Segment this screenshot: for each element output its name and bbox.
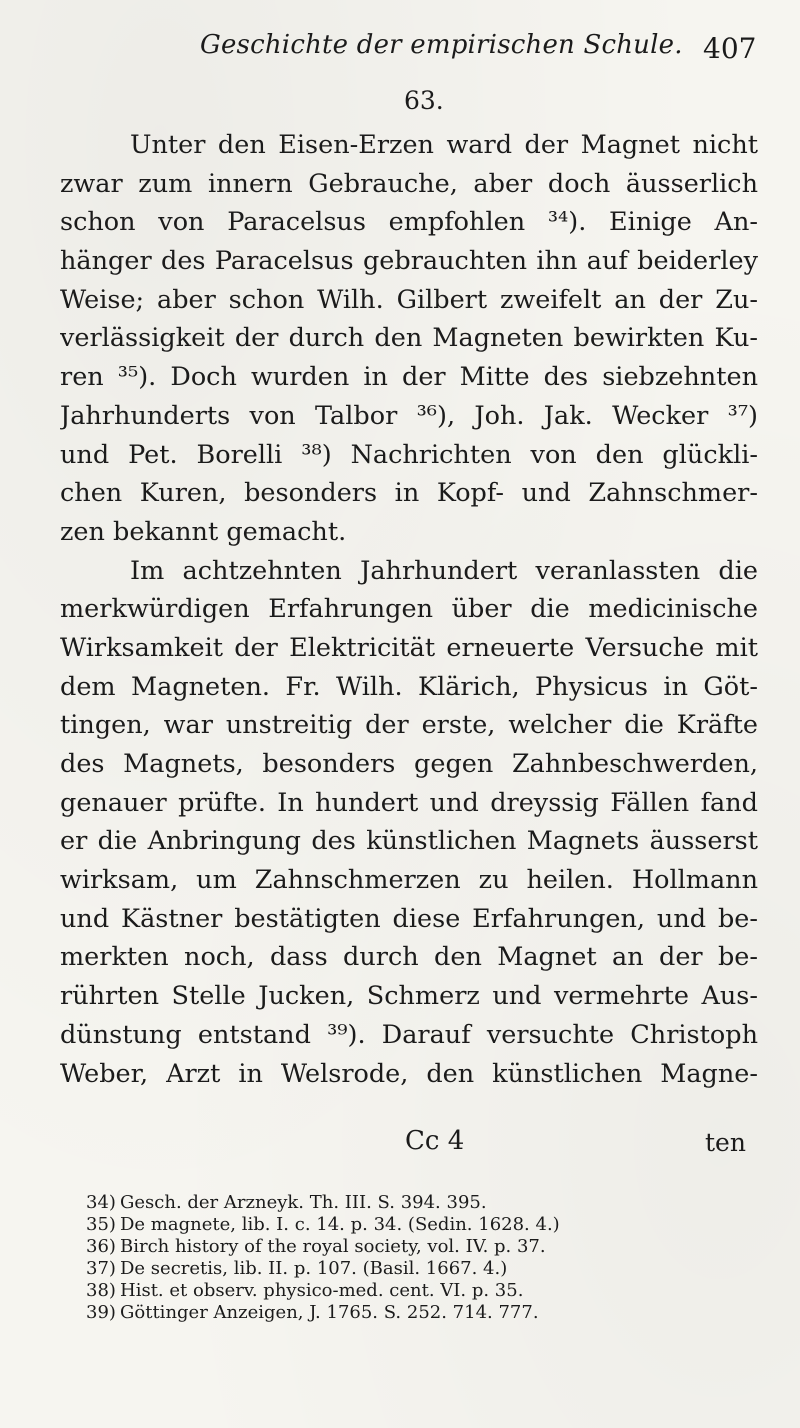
- footnote: [86, 1280, 766, 1302]
- body-line: ren ³⁵). Doch wurden in der Mitte des siebzehnten: [60, 362, 758, 393]
- body-line: verlässigkeit der durch den Magneten bewirkten Ku-: [60, 323, 758, 354]
- body-line: er die Anbringung des künstlichen Magnets äusserst: [60, 826, 758, 857]
- signature-mark: Cc 4: [405, 1126, 465, 1156]
- footnote-number: 34): [86, 1192, 116, 1213]
- body-line: schon von Paracelsus empfohlen ³⁴). Einige An-: [60, 207, 758, 238]
- body-line: hänger des Paracelsus gebrauchten ihn auf beiderley: [60, 246, 758, 277]
- body-line: merkten noch, dass durch den Magnet an der be-: [60, 942, 758, 973]
- footnote-text: De magnete, lib. I. c. 14. p. 34. (Sedin. 1628. 4.): [120, 1214, 560, 1235]
- body-line: Weise; aber schon Wilh. Gilbert zweifelt an der Zu-: [60, 284, 758, 315]
- footnote-number: 37): [86, 1258, 116, 1279]
- footnote-text: Göttinger Anzeigen, J. 1765. S. 252. 714. 777.: [120, 1302, 539, 1323]
- footnote: [86, 1236, 766, 1258]
- footnote-text: Gesch. der Arzneyk. Th. III. S. 394. 395.: [120, 1192, 487, 1213]
- catchword: ten: [705, 1128, 746, 1157]
- body-line: dem Magneten. Fr. Wilh. Klärich, Physicus in Göt-: [60, 671, 758, 702]
- body-line: des Magnets, besonders gegen Zahnbeschwerden,: [60, 749, 758, 779]
- body-line: rührten Stelle Jucken, Schmerz und vermehrte Aus-: [60, 981, 758, 1012]
- body-line: Im achtzehnten Jahrhundert veranlassten die: [130, 555, 758, 586]
- footnote-number: 35): [86, 1214, 116, 1235]
- footnote: [86, 1302, 766, 1324]
- body-text: [60, 126, 758, 1093]
- body-line: zen bekannt gemacht.: [60, 516, 347, 547]
- running-title: Geschichte der empirischen Schule.: [200, 30, 683, 60]
- footnote-text: De secretis, lib. II. p. 107. (Basil. 1667. 4.): [120, 1258, 508, 1279]
- footnote-number: 38): [86, 1280, 116, 1301]
- footnotes: [86, 1192, 766, 1324]
- footnote: [86, 1258, 766, 1280]
- section-number: 63.: [404, 86, 444, 115]
- body-line: Jahrhunderts von Talbor ³⁶), Joh. Jak. Wecker ³⁷): [60, 400, 758, 431]
- body-line: genauer prüfte. In hundert und dreyssig Fällen fand: [60, 787, 758, 818]
- footnote-text: Hist. et observ. physico-med. cent. VI. p. 35.: [120, 1280, 524, 1301]
- body-line: merkwürdigen Erfahrungen über die medicinische: [60, 594, 758, 625]
- footnote: [86, 1214, 766, 1236]
- page-number: 407: [703, 32, 757, 65]
- footnote-number: 39): [86, 1302, 116, 1323]
- body-line: und Kästner bestätigten diese Erfahrungen, und be-: [60, 903, 758, 934]
- body-line: Unter den Eisen-Erzen ward der Magnet nicht: [130, 130, 758, 160]
- body-line: und Pet. Borelli ³⁸) Nachrichten von den glückli-: [60, 439, 758, 470]
- footnote-text: Birch history of the royal society, vol. IV. p. 37.: [120, 1236, 546, 1257]
- body-line: chen Kuren, besonders in Kopf- und Zahnschmer-: [60, 478, 758, 509]
- body-line: Weber, Arzt in Welsrode, den künstlichen Magne-: [60, 1058, 758, 1089]
- body-line: tingen, war unstreitig der erste, welcher die Kräfte: [60, 710, 758, 741]
- body-line: Wirksamkeit der Elektricität erneuerte Versuche mit: [60, 632, 758, 663]
- body-line: zwar zum innern Gebrauche, aber doch äusserlich: [60, 168, 758, 199]
- body-line: wirksam, um Zahnschmerzen zu heilen. Hollmann: [60, 865, 758, 896]
- body-line: dünstung entstand ³⁹). Darauf versuchte Christoph: [60, 1019, 758, 1050]
- footnote: [86, 1192, 766, 1214]
- footnote-number: 36): [86, 1236, 116, 1257]
- page-header: [0, 30, 800, 70]
